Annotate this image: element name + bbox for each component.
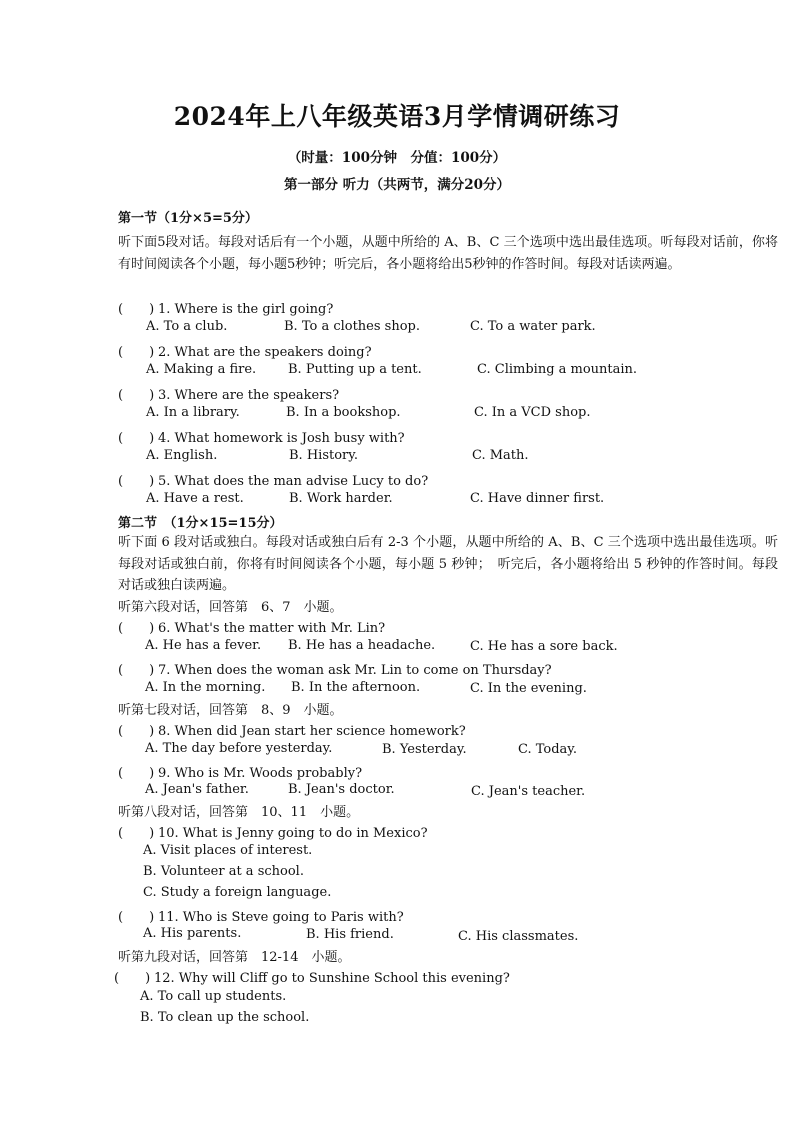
option-b: B. History. <box>289 448 358 463</box>
question-text: 11. Who is Steve going to Paris with? <box>158 910 404 925</box>
dialogue-note: 听第七段对话，回答第 8、9 小题。 <box>118 703 343 718</box>
option-c: C. In the evening. <box>470 681 587 696</box>
option-c: C. He has a sore back. <box>470 639 618 654</box>
exam-info: （时量：100分钟 分值：100分） <box>287 150 507 166</box>
question-text: 5. What does the man advise Lucy to do? <box>158 474 429 489</box>
option-c: C. His classmates. <box>458 929 579 944</box>
option-b: B. In the afternoon. <box>291 680 421 695</box>
option-a: A. Have a rest. <box>146 491 244 506</box>
option-a: A. Making a fire. <box>146 362 257 377</box>
question <box>118 298 333 317</box>
dialogue-note: 听第六段对话，回答第 6、7 小题。 <box>118 600 343 615</box>
option-c: C. Climbing a mountain. <box>477 362 638 377</box>
option-b: B. Work harder. <box>289 491 393 506</box>
question-text: 7. When does the woman ask Mr. Lin to come on Thursday? <box>158 663 552 678</box>
option-c: C. Today. <box>518 742 578 757</box>
question-text: 2. What are the speakers doing? <box>158 345 372 360</box>
option-a: A. Visit places of interest. <box>143 843 313 858</box>
option-c: C. Math. <box>472 448 529 463</box>
answer-blank: ( ) <box>118 388 155 403</box>
option-b: B. To clean up the school. <box>140 1010 310 1025</box>
option-c: C. In a VCD shop. <box>474 405 591 420</box>
question <box>118 617 385 636</box>
question-text: 4. What homework is Josh busy with? <box>158 431 405 446</box>
answer-blank: ( ) <box>118 431 155 446</box>
question <box>118 906 404 925</box>
option-a: A. In the morning. <box>145 680 266 695</box>
section-instructions: 听下面5段对话。每段对话后有一个小题，从题中所给的 A、B、C 三个选项中选出最佳选项。听每段对话前，你将有时间阅读各个小题，每小题5秒钟；听完后，各小题将给出5秒钟的作答时间。每段对话读两遍。 <box>118 235 778 272</box>
part-heading: 第一部分 听力（共两节，满分20分） <box>284 177 510 193</box>
answer-blank: ( ) <box>118 724 155 739</box>
option-b: B. In a bookshop. <box>286 405 401 420</box>
option-b: B. To a clothes shop. <box>284 319 421 334</box>
answer-blank: ( ) <box>118 345 155 360</box>
option-b: B. His friend. <box>306 927 394 942</box>
question <box>114 967 510 986</box>
answer-blank: ( ) <box>118 302 155 317</box>
option-b: B. Volunteer at a school. <box>143 864 304 879</box>
option-a: A. English. <box>146 448 218 463</box>
option-a: A. To a club. <box>146 319 228 334</box>
question-text: 3. Where are the speakers? <box>158 388 340 403</box>
option-c: C. To a water park. <box>470 319 596 334</box>
question-text: 8. When did Jean start her science homework? <box>158 724 466 739</box>
question <box>118 822 428 841</box>
answer-blank: ( ) <box>118 766 155 781</box>
question <box>118 384 339 403</box>
answer-blank: ( ) <box>118 474 155 489</box>
option-b: B. He has a headache. <box>288 638 436 653</box>
section-heading: 第二节 （1分×15=15分） <box>118 516 283 531</box>
answer-blank: ( ) <box>118 621 155 636</box>
question-text: 6. What's the matter with Mr. Lin? <box>158 621 386 636</box>
question <box>118 762 362 781</box>
option-a: A. In a library. <box>146 405 240 420</box>
option-a: A. To call up students. <box>140 989 287 1004</box>
question-text: 1. Where is the girl going? <box>158 302 334 317</box>
question <box>118 341 372 360</box>
answer-blank: ( ) <box>118 663 155 678</box>
option-c: C. Jean's teacher. <box>471 784 586 799</box>
question <box>118 470 428 489</box>
option-a: A. The day before yesterday. <box>145 741 333 756</box>
section-heading: 第一节（1分×5=5分） <box>118 211 258 226</box>
page-title: 2024年上八年级英语3月学情调研练习 <box>173 102 621 131</box>
question <box>118 659 552 678</box>
dialogue-note: 听第八段对话，回答第 10、11 小题。 <box>118 805 360 820</box>
question <box>118 427 405 446</box>
answer-blank: ( ) <box>114 971 151 986</box>
question-text: 12. Why will Cliff go to Sunshine School this evening? <box>154 971 510 986</box>
answer-blank: ( ) <box>118 910 155 925</box>
answer-blank: ( ) <box>118 826 155 841</box>
option-b: B. Yesterday. <box>382 742 467 757</box>
question-text: 10. What is Jenny going to do in Mexico? <box>158 826 428 841</box>
question <box>118 720 466 739</box>
option-b: B. Putting up a tent. <box>288 362 422 377</box>
option-c: C. Study a foreign language. <box>143 885 332 900</box>
option-c: C. Have dinner first. <box>470 491 605 506</box>
section-instructions: 听下面 6 段对话或独白。每段对话或独白后有 2-3 个小题，从题中所给的 A、B、C 三个选项中选出最佳选项。听每段对话或独白前，你将有时间阅读各个小题，每小题 5 秒钟； 听完后，各小题将给出 5 秒钟的作答时间。每段对话或独白读两遍。 <box>118 535 778 593</box>
dialogue-note: 听第九段对话，回答第 12-14 小题。 <box>118 950 351 965</box>
option-a: A. Jean's father. <box>145 782 249 797</box>
option-b: B. Jean's doctor. <box>288 782 395 797</box>
option-a: A. He has a fever. <box>145 638 262 653</box>
question-text: 9. Who is Mr. Woods probably? <box>158 766 363 781</box>
option-a: A. His parents. <box>143 926 242 941</box>
